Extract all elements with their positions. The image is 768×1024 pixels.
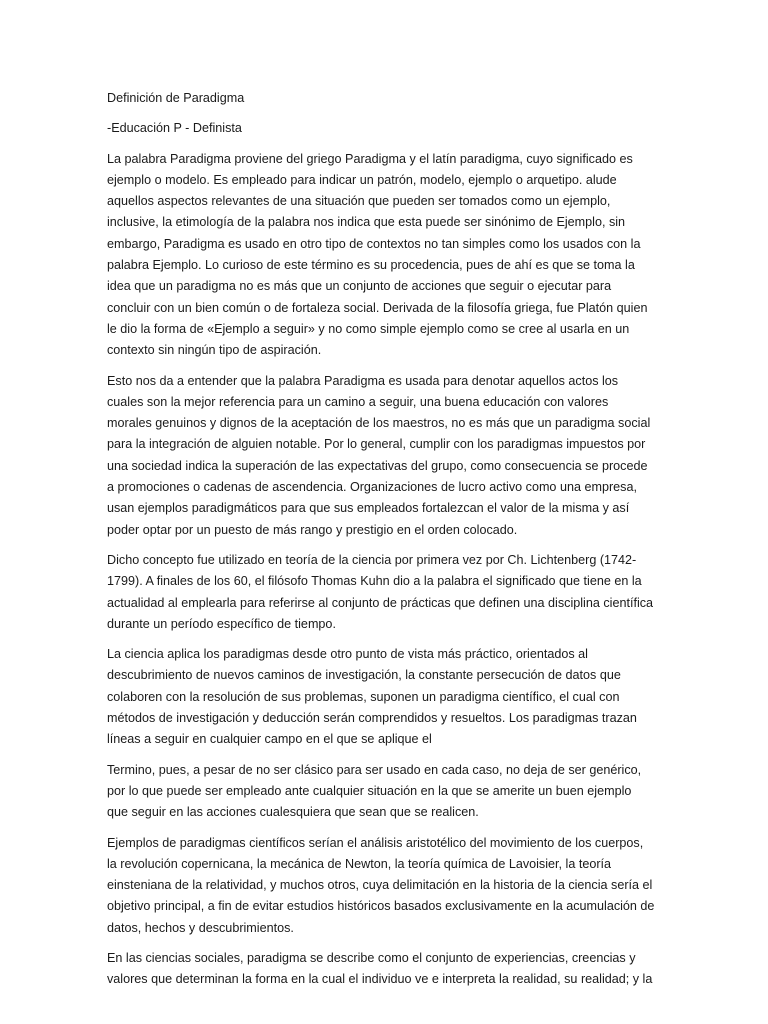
document-title: Definición de Paradigma (107, 91, 245, 105)
paragraph: Dicho concepto fue utilizado en teoría de la ciencia por primera vez por Ch. Lichtenberg (1742-1799). A finales de los 60, el filósofo Thomas Kuhn dio a la palabra el significado que tiene en la actualidad al emplearla para referirse al conjunto de prácticas que definen una disciplina científica durante un período específico de tiempo. (107, 552, 654, 631)
paragraph: La palabra Paradigma proviene del griego Paradigma y el latín paradigma, cuyo significado es ejemplo o modelo. Es empleado para indicar un patrón, modelo, ejemplo o arquetipo. alude aquellos aspectos relevantes de una situación que pueden ser tomados como un ejemplo, inclusive, la etimología de la palabra nos indica que esta puede ser sinónimo de Ejemplo, sin embargo, Paradigma es usado en otro tipo de contextos no tan simples como los usados con la palabra Ejemplo. Lo curioso de este término es su procedencia, pues de ahí es que se toma la idea que un paradigma no es más que un conjunto de acciones que seguir o ejecutar para concluir con un bien común o de fortaleza social. Derivada de la filosofía griega, fue Platón quien le dio la forma de «Ejemplo a seguir» y no como simple ejemplo como se cree al usarla en un contexto sin ningún tipo de aspiración. (107, 151, 648, 358)
paragraph: Ejemplos de paradigmas científicos serían el análisis aristotélico del movimiento de los cuerpos, la revolución copernicana, la mecánica de Newton, la teoría química de Lavoisier, la teoría einsteniana de la relatividad, y muchos otros, cuya delimitación en la historia de la ciencia sería el objetivo principal, a fin de evitar estudios históricos basados exclusivamente en la acumulación de datos, hechos y descubrimientos. (107, 835, 655, 935)
paragraph: La ciencia aplica los paradigmas desde otro punto de vista más práctico, orientados al descubrimiento de nuevos caminos de investigación, la constante persecución de datos que colaboren con la resolución de sus problemas, suponen un paradigma científico, el cual con métodos de investigación y deducción serán comprendidos y resueltos. Los paradigmas trazan líneas a seguir en cualquier campo en el que se aplique el (107, 647, 637, 747)
paragraph: En las ciencias sociales, paradigma se describe como el conjunto de experiencias, creencias y valores que determinan la forma en la cual el individuo ve e interpreta la realidad, su realidad; y la (107, 950, 653, 987)
paragraph: Esto nos da a entender que la palabra Paradigma es usada para denotar aquellos actos los cuales son la mejor referencia para un camino a seguir, una buena educación con valores morales genuinos y dignos de la aceptación de los maestros, no es más que un paradigma social para la integración de alguien notable. Por lo general, cumplir con los paradigmas impuestos por una sociedad indica la superación de las expectativas del grupo, como consecuencia se procede a promociones o cadenas de ascendencia. Organizaciones de lucro activo como una empresa, usan ejemplos paradigmáticos para que sus empleados fortalezcan el valor de la misma y así poder optar por un puesto de más rango y prestigio en el orden colocado. (107, 373, 651, 537)
document-subtitle: -Educación P - Definista (107, 121, 242, 136)
paragraph: Termino, pues, a pesar de no ser clásico para ser usado en cada caso, no deja de ser genérico, por lo que puede ser empleado ante cualquier situación en la que se amerite un buen ejemplo que seguir en las acciones cualesquiera que sean que se realicen. (107, 762, 642, 820)
document-page (107, 88, 655, 1000)
